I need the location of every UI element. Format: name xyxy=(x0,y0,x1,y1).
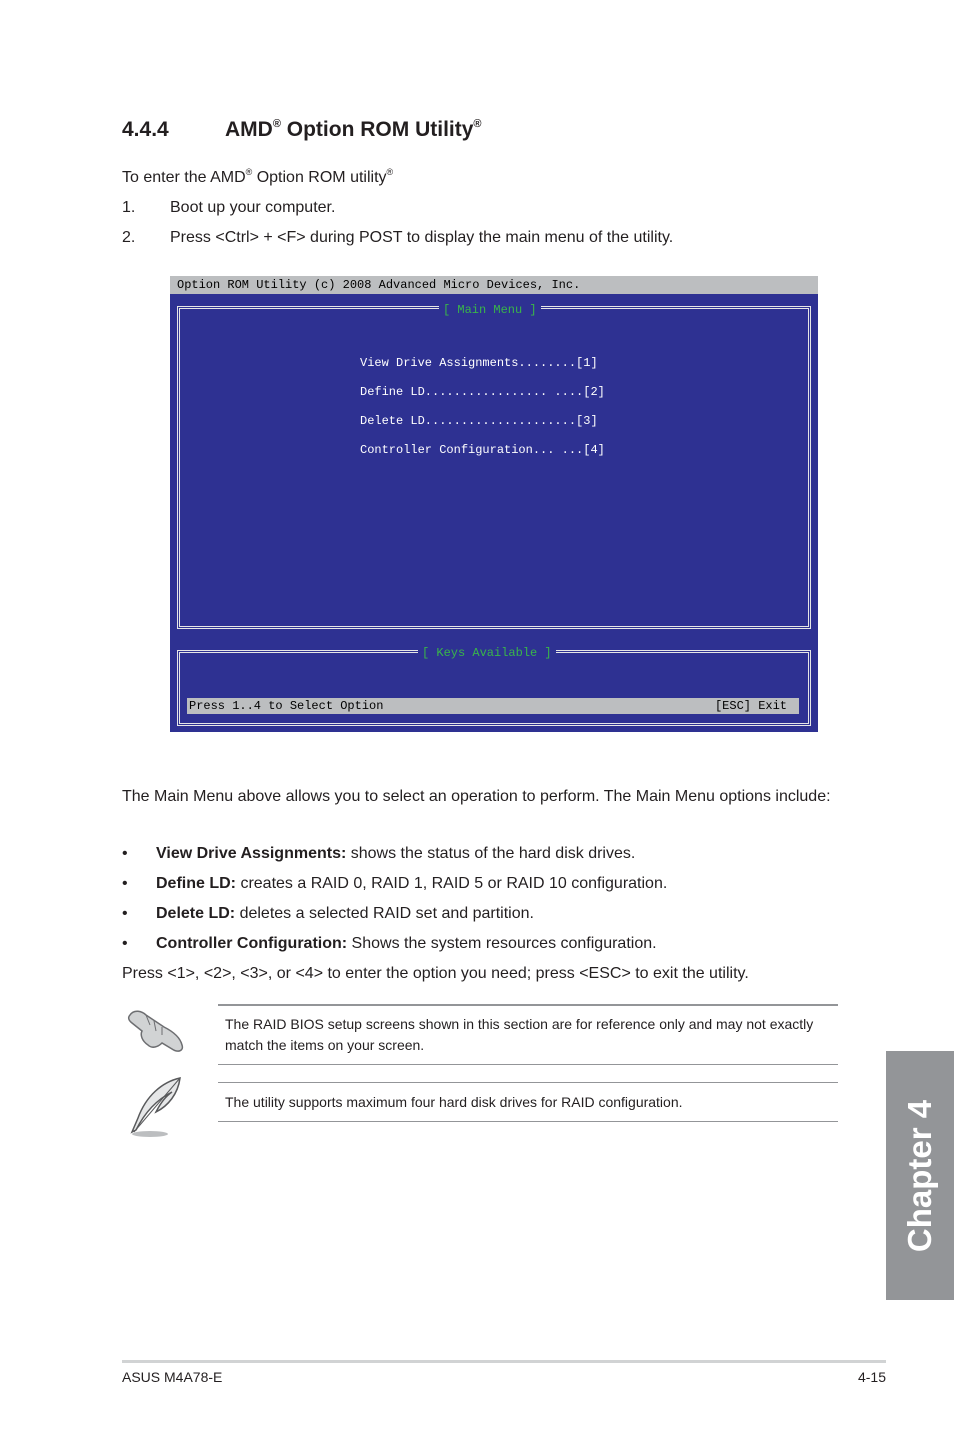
bullet-term: Controller Configuration: xyxy=(156,935,348,952)
footer-product: ASUS M4A78-E xyxy=(122,1369,223,1385)
intro-text xyxy=(122,166,394,187)
bullet-text: Shows the system resources configuration. xyxy=(347,935,657,952)
main-menu-box xyxy=(177,306,811,629)
feather-pen-icon xyxy=(122,1074,186,1145)
menu-item-view-drive-assignments[interactable]: View Drive Assignments........[1] xyxy=(360,356,598,370)
bullet-item xyxy=(122,905,534,923)
section-title-amd: AMD xyxy=(225,118,273,141)
bios-title-bar xyxy=(170,276,818,294)
note-divider xyxy=(218,1064,838,1065)
esc-exit-key[interactable]: [ESC] Exit xyxy=(714,699,787,713)
chapter-label: Chapter 4 xyxy=(901,1099,938,1252)
note-divider xyxy=(218,1121,838,1122)
step-text: Press <Ctrl> + <F> during POST to display the main menu of the utility. xyxy=(170,229,674,246)
bullet-text: creates a RAID 0, RAID 1, RAID 5 or RAID 10 configuration. xyxy=(236,875,668,892)
bios-screen xyxy=(170,276,818,732)
step-2 xyxy=(122,229,673,247)
registered-mark: ® xyxy=(386,166,394,177)
section-number: 4.4.4 xyxy=(122,118,169,141)
chapter-tab xyxy=(886,1051,954,1300)
footer-rule xyxy=(122,1360,886,1363)
note-text: The utility supports maximum four hard disk drives for RAID configuration. xyxy=(225,1094,683,1110)
bullet-item xyxy=(122,935,657,953)
bullet-item xyxy=(122,875,667,893)
closing-instruction: Press <1>, <2>, <3>, or <4> to enter the option you need; press <ESC> to exit the utility. xyxy=(122,965,749,982)
step-number: 1. xyxy=(122,199,136,216)
bullet-dot: • xyxy=(122,935,128,952)
bullet-text: shows the status of the hard disk drives. xyxy=(346,845,636,862)
intro-prefix: To enter the AMD xyxy=(122,169,246,186)
bullet-term: Define LD: xyxy=(156,875,236,892)
keys-select-hint: Press 1..4 to Select Option xyxy=(189,699,384,713)
keys-bar xyxy=(187,698,799,714)
note-divider xyxy=(218,1082,838,1083)
step-number: 2. xyxy=(122,229,136,246)
bullet-item xyxy=(122,845,635,863)
registered-mark: ® xyxy=(272,118,281,130)
intro-suffix: Option ROM utility xyxy=(252,169,387,186)
keys-available-label: [ Keys Available ] xyxy=(418,646,556,660)
menu-item-delete-ld[interactable]: Delete LD.....................[3] xyxy=(360,414,598,428)
section-heading xyxy=(122,118,482,142)
bullet-dot: • xyxy=(122,905,128,922)
step-text: Boot up your computer. xyxy=(170,199,336,216)
bullet-term: View Drive Assignments: xyxy=(156,845,347,862)
main-menu-description: The Main Menu above allows you to select an operation to perform. The Main Menu options include: xyxy=(122,788,831,805)
main-menu-label: [ Main Menu ] xyxy=(439,303,541,317)
bullet-dot: • xyxy=(122,845,128,862)
note-divider xyxy=(218,1004,838,1006)
menu-item-controller-configuration[interactable]: Controller Configuration... ...[4] xyxy=(360,443,605,457)
menu-item-define-ld[interactable]: Define LD................. ....[2] xyxy=(360,385,605,399)
keys-available-box xyxy=(177,650,811,726)
footer-page-number: 4-15 xyxy=(857,1369,886,1385)
bullet-dot: • xyxy=(122,875,128,892)
hand-icon xyxy=(124,1005,186,1060)
section-title-rest: Option ROM Utility xyxy=(280,118,474,141)
registered-mark: ® xyxy=(473,118,482,130)
bios-title: Option ROM Utility (c) 2008 Advanced Micro Devices, Inc. xyxy=(177,278,581,292)
registered-mark: ® xyxy=(245,166,253,177)
step-1 xyxy=(122,199,335,217)
bullet-term: Delete LD: xyxy=(156,905,236,922)
note-text: The RAID BIOS setup screens shown in this section are for reference only and may not exactly match the items on your screen. xyxy=(225,1016,814,1053)
bullet-text: deletes a selected RAID set and partition. xyxy=(235,905,534,922)
